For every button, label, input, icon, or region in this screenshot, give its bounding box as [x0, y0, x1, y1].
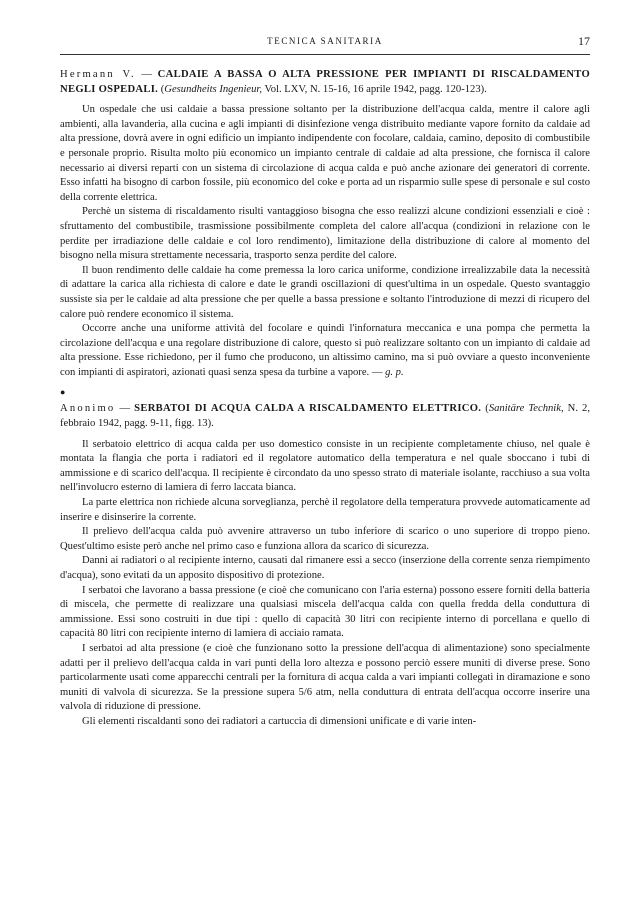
article-2-paragraph: Danni ai radiatori o al recipiente interno, causati dal rimanere essi a secco (inserzione della corrente senza riempimento d'acqua), sono evitati da un apposito dispositivo di protezione.	[60, 555, 590, 581]
article-1-paragraph-text: Occorre anche una uniforme attività del focolare e quindi l'infornatura meccanica e una pompa che permetta la circolazione dell'acqua e una regolare distribuzione di calore, questo si può realizzare soltanto con un impianto di caldaie ad alta pressione. Esse richiedono, per il fumo che producono, un altissimo camino, ma si può ovviare a questo inconveniente con impianti di aspiratori, azionati quasi senza spesa da turbine a vapore.	[60, 323, 590, 378]
article-1-journal: Gesundheits Ingenieur,	[164, 83, 262, 95]
article-2-source-open: (	[481, 403, 489, 415]
article-2-paragraph: I serbatoi ad alta pressione (e cioè che funzionano sotto la pressione dell'acqua di alimentazione) sono specialmente adatti per il prelievo dell'acqua calda in vari punti della loro altezza e possono perciò essere muniti di diverse prese. Sono particolarmente usati come apparecchi centrali per la fornitura di acqua calda a vari impianti collegati in diramazione e sono muniti di valvola di sicurezza. Se la pressione supera 5/6 atm, nella conduttura di entrata dell'acqua occorre inserire una valvola di riduzione di pressione.	[60, 642, 590, 713]
running-title: TECNICA SANITARIA	[267, 36, 383, 46]
article-2-paragraph: Il serbatoio elettrico di acqua calda per uso domestico consiste in un recipiente completamente chiuso, nel quale è montata la flangia che porta i radiatori ed il regolatore automatico della temperatura e nel quale sboccano i tubi di ammissione e di scarico dell'acqua. Il recipiente è circondato da uno spesso strato di materiale isolante, racchiuso a sua volta nell'involucro esterno di lamiera di ferro laccata bianca.	[60, 438, 590, 494]
article-2-paragraph: I serbatoi che lavorano a bassa pressione (e cioè che comunicano con l'aria esterna) possono essere forniti della batteria di miscela, che permette di realizzare una qualsiasi miscela dell'acqua calda con quella fredda della conduttura di ammissione. Essi sono costruiti in due tipi : quello di capacità 30 litri con recipiente interno di porcellana e quello di capacità 80 litri con recipiente interno di lamiera di acciaio ramata.	[60, 584, 590, 640]
article-1-source-open: (	[158, 83, 165, 95]
article-separator	[60, 380, 590, 402]
article-1-author: Hermann V.	[60, 69, 136, 80]
header-rule	[60, 54, 590, 55]
article-2-heading	[60, 402, 590, 431]
article-2-dash: —	[115, 403, 135, 415]
article-2-paragraph: Il prelievo dell'acqua calda può avvenire attraverso un tubo inferiore di scarico o uno superiore di troppo pieno. Quest'ultimo esiste però anche nel primo caso e funziona allora da scarico di sicurezza.	[60, 526, 590, 552]
article-1-paragraph: Perchè un sistema di riscaldamento risulti vantaggioso bisogna che esso realizzi alcune condizioni essenziali e cioè : sfruttamento del combustibile, trasmissione possibilmente completa del calore all'acqua (condizioni in relazione con le perdite per irradiazione delle caldaie e col loro rendimento), limitazione della distribuzione di calore al momento del bisogno nella misura strettamente necessaria, trasporto senza perdite del calore.	[60, 206, 590, 262]
article-1-citation: Vol. LXV, N. 15-16, 16 aprile 1942, pagg. 120-123).	[261, 83, 487, 95]
article-1-dash: —	[135, 69, 158, 80]
article-1-title: CALDAIE A BASSA O ALTA PRESSIONE PER IMPIANTI DI RISCALDAMENTO NEGLI OSPEDALI.	[60, 69, 591, 95]
article-1-paragraph: Un ospedale che usi caldaie a bassa pressione soltanto per la distribuzione dell'acqua calda, mentre il calore agli ambienti, alla lavanderia, alla cucina e agli impianti di disinfezione venga distribuito mediante vapore fornito da caldaie ad alta pressione, dovrà avere in ogni edificio un impianto indipendente con focolare, caldaia, camino, deposito di combustibile e personale proprio. Risulta molto più economico un impianto centrale di caldaie ad alta pressione, che fornisca il calore necessario ai diversi reparti con un sistema di circolazione di acqua calda e può anche azionare dei generatori di corrente. Esso infatti ha bisogno di carbon fossile, più economico del coke e porta ad un risparmio sulle spese di personale e sul costo della corrente elettrica.	[60, 104, 590, 203]
article-1-paragraph-last: Occorre anche una uniforme attività del focolare e quindi l'infornatura meccanica e una pompa che permetta la circolazione dell'acqua e una regolare distribuzione di calore, questo si può realizzare soltanto con un impianto di caldaie ad alta pressione. Esse richiedono, per il fumo che producono, un altissimo camino, ma si può ovviare a questo inconveniente con impianti di aspiratori, azionati quasi senza spesa da turbine a vapore. — g. p.	[60, 323, 590, 378]
page-number: 17	[578, 34, 590, 48]
article-2-journal: Sanitäre Technik,	[488, 403, 564, 415]
article-2-author: Anonimo	[60, 403, 116, 415]
article-2-title: SERBATOI DI ACQUA CALDA A RISCALDAMENTO ELETTRICO.	[134, 403, 482, 415]
article-1-heading	[60, 68, 590, 97]
article-2-paragraph: Gli elementi riscaldanti sono dei radiatori a cartuccia di dimensioni unificate e di varie inten-	[82, 715, 477, 727]
article-2-paragraph: La parte elettrica non richiede alcuna sorveglianza, perchè il regolatore della temperatura provvede automaticamente ad inserire e disinserire la corrente.	[60, 497, 590, 523]
running-header	[60, 34, 590, 50]
body-text	[60, 68, 590, 730]
separator-bullet: ●	[60, 387, 66, 398]
article-2-citation: N. 2, febbraio 1942, pagg. 9-11, figg. 13).	[60, 403, 590, 430]
article-1-signature: g. p.	[385, 366, 404, 378]
article-1-paragraph: Il buon rendimento delle caldaie ha come premessa la loro carica uniforme, condizione irrealizzabile data la necessità di adattare la carica alla richiesta di calore e date le grandi oscillazioni di quest'ultima in un ospedale. Questo svantaggio sussiste sia per le caldaie ad alta pressione che per quelle a bassa pressione e soltanto l'introduzione di mezzi di ricupero del calore può rendere economico il sistema.	[60, 264, 590, 320]
